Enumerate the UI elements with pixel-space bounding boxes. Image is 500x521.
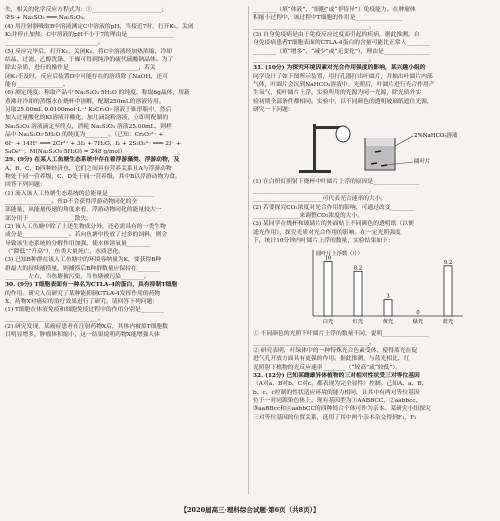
solution-label: 2%NaHCO₃溶液 <box>414 133 458 140</box>
text-line: (3) 某同学在烧杯和玻璃片的外面贴上不同颜色的透明纸（以便 <box>253 221 414 228</box>
text-line: (2) 若要探究CO₂浓度对光合作用的影响，可通过改变________ <box>253 204 414 211</box>
leaf-disc <box>375 151 381 152</box>
category-label: 红光 <box>352 319 364 326</box>
text-line: ③aaBBcc和④aabbCC的四种纯合个体可作为亲本。某研究小组探究 <box>253 406 431 413</box>
text-line: 生氧气，使叶圆片上浮。实验所用的光源为同一光源，除光质外实 <box>253 90 422 97</box>
lamp-stand <box>313 124 316 170</box>
text-line: ________________________________________。 <box>253 57 375 64</box>
text-line: (2) 该人工鱼塘中除了上述生物成分外，还必需具有的一类生物 <box>5 223 166 230</box>
question-31-32 <box>253 330 496 422</box>
lamp-base <box>299 170 331 173</box>
text-line: 结晶、过滤、乙醇洗涤、干燥可得到纯净的硫代硫酸钠晶体。为了 <box>5 57 174 64</box>
text-line: （“降低”“升高”），鱼类大量死亡，水质恶化。 <box>5 248 125 255</box>
leaf-label: 圆叶片 <box>414 159 431 166</box>
right-column <box>253 6 496 422</box>
beaker-solution <box>366 146 394 169</box>
text-line: 进气孔开放方面具有更强的作用。据此推测，与蓝光相比，红 <box>253 356 410 363</box>
experiment-figure <box>253 116 496 176</box>
text-line: 群最大的持续捕捞量，则捕捞后B种群数量应保持在________ <box>5 265 160 272</box>
category-label: 蓝光 <box>442 319 454 326</box>
category-label: 白光 <box>322 319 334 326</box>
text-line: (6) 测定纯度：称取产品中 Na₂S₂O₃·5H₂O 的纯度，称取6g晶体，用新 <box>5 90 190 97</box>
text-line: 部能量，从能量传递的角度来看，浮游动物同化的能量较大一 <box>5 207 162 214</box>
leaf-disc <box>371 163 377 164</box>
text-line: 下，统计10分钟内叶圆片上浮的数量，实验结果如下： <box>253 237 394 244</box>
text-line: ________________________________________。 <box>253 339 375 346</box>
bar <box>324 262 332 317</box>
text-line: 目明显增多，肿瘤体积缩小，这一结果说明药物X能增强人体 <box>5 332 160 339</box>
text-line: 成分是________________。若向鱼塘中投放了过多的饲料，则会 <box>5 232 168 239</box>
text-line: (4) 用注射器吸取B中溶液测定C中溶液的pH，当接近7时，打开K₁，关闭 <box>5 23 194 30</box>
leader-line <box>395 136 413 146</box>
text-line: ________________。鱼D不会获得浮游动物同化的全 <box>5 198 138 205</box>
left-column <box>5 6 245 340</box>
text-line: 位于一对同源染色体上。现有基因型为①AABBCC、②aabbcc、 <box>253 397 422 404</box>
text-line: X，药物X对癌症的治疗效果进行了研究。请回答下列问题： <box>5 299 159 306</box>
text-line: 部分用于________________散失。 <box>5 215 92 222</box>
bar-value-label: 9.2 <box>443 260 453 267</box>
y-axis-label: 圆叶片上浮数（片） <box>316 251 363 258</box>
text-line: ②S + Na₂SO₃ ═══ Na₂S₂O₃。 <box>5 15 89 22</box>
text-line: (1) 流入该人工鱼塘生态系统的总能量是________________ <box>5 190 155 197</box>
text-line: 煮沸并冷却的蒸馏水在烧杯中溶解，配制250mL的溶液待用。 <box>5 98 165 105</box>
text-line: 29. (9分) 在某人工鱼塘生态系统中存在着浮游藻类、浮游动物，及 <box>5 157 180 164</box>
text-line: 气体，叶圆片会沉到NaHCO₃溶液中。光照后，叶圆片进行光合作用产 <box>253 82 435 89</box>
text-line: 31. (10分) 为探究环境因素对光合作用强度的影响，某兴趣小组的 <box>253 65 426 72</box>
text-line: 光照射下植物的光反应速率________（“较高”或“较低”）。 <box>253 364 402 371</box>
text-line: 导致该生态系统的分解作用加强，使水体溶氧量________ <box>5 240 150 247</box>
page-footer: 【2020届高三·理科综合试题·第6页（共8页）】 <box>180 506 320 514</box>
text-line: S₄O₆²⁻；M(Na₂S₂O₃·5H₂O) = 248 g/mol） <box>5 148 126 155</box>
text-line: ________________________________________。 <box>253 23 375 30</box>
text-line: ________（填“体液”、“细胞”或“非特异”）免疫能力。在肿瘤体 <box>253 7 416 13</box>
text-line: 6I⁻ + 14H⁺ ═══ 2Cr³⁺ + 3I₂ + 7H₂O，I₂ + 2S₂O₃²⁻ ═══ 2I⁻ + <box>5 140 182 147</box>
text-line: (1) T细胞在体液免疫和细胞免疫过程中的作用分别是________ <box>5 307 164 314</box>
bar-value-label: 3 <box>386 293 390 300</box>
text-line: (1) 在白炽灯照射下烧杯中叶圆片上浮的原因是________________ <box>253 179 420 186</box>
text-line: A、B、C、D四种经济鱼，它们之间具有营养关系且A与浮游动物 <box>5 165 172 172</box>
text-line: ________________________________。 <box>5 315 104 322</box>
bar <box>444 266 452 316</box>
text-line: K₂并停止加热；C中溶液的pH不小于7的理由是________________ <box>5 32 174 39</box>
text-line: (5) 反应完毕后，打开K₁，关闭K₂，将C中溶液经加热浓缩、冷却 <box>5 48 172 55</box>
text-line: (3) 自身免疫病是由于免疫反应过度而引起的疾病，据此推测，自 <box>253 32 420 39</box>
text-line: 研究一下问题： <box>253 107 294 114</box>
text-line: 验初期全部条件都相同。实验中，以不同颜色的透明玻璃纸遮住光源， <box>253 98 433 105</box>
text-line: 积缩小过程中，该过程中T细胞的作用是________________ <box>253 15 402 22</box>
question-30-continued <box>253 6 496 114</box>
text-line: 物处于同一营养级，C、D处于同一营养级，其中B以浮游动物为食。 <box>5 173 181 180</box>
category-label: 绿光 <box>412 319 424 326</box>
text-line: ① 不同颜色的光照下叶圆片上浮的数量不同，说明________________ <box>253 331 429 338</box>
text-line: 能有________________。 <box>5 82 69 89</box>
leaf-disc <box>381 165 387 166</box>
text-line: ________________来调整CO₂浓度的大小。 <box>253 212 364 219</box>
bar <box>354 271 362 316</box>
text-line: 三对等位基因的位置关系，选用了其中两个亲本杂交得到F₁，F₁ <box>253 414 417 421</box>
text-line: ________________________可代表光合速率的大小。 <box>253 196 387 203</box>
text-line: ________左右，当鱼塘被污染，当鱼塘被污染________。 <box>5 274 150 280</box>
text-line: （A对a、B对b、C对c，都表现为完全显性）控制。已知A、a、B、 <box>253 381 428 388</box>
text-line: 滤光作用），探究光质对光合作用的影响。在一定光照强度 <box>253 229 401 236</box>
text-line: ________（填“增多”、“减少”或“无变化”），理由是________________ <box>253 48 431 55</box>
bar-chart <box>253 246 496 328</box>
text-line: 30. (9分) T细胞表面有一种名为CTLA-4的蛋白，具有抑制T细胞 <box>5 282 178 289</box>
text-line: ② 研究表明，叶绿体中的一种特殊光合色素受体，使得蓝光在促 <box>253 347 418 354</box>
question-31 <box>253 178 496 245</box>
text-line: (2) 研究发现，某癌症患者在注射药物X后，其体内被拟T细胞数 <box>5 324 168 331</box>
text-line: 32. (12分) 已知某雌雄异体植物的三对相对性状受三对等位基因 <box>253 372 420 379</box>
text-line: ________________________________。 <box>5 40 104 47</box>
bar <box>384 300 392 316</box>
text-line: 加入过量酸化的KI溶液并酸化，加几滴淀粉溶液，立即用配制的 <box>5 115 169 122</box>
category-label: 黄光 <box>382 319 394 326</box>
bar-value-label: 8.2 <box>353 265 363 272</box>
column-divider <box>248 6 249 494</box>
text-line: 失，相关的化学反应方程式为：①________________________； <box>5 7 168 13</box>
lamp-bulb-icon <box>336 126 350 142</box>
text-line: (3) 已知B种群在该人工鱼塘中的环境容纳量为K，要获得B种 <box>5 257 162 264</box>
bar-value-label: 10 <box>324 255 332 262</box>
text-line: 同学设计了如下图所示装置，用打孔器打出叶圆片，并抽出叶圆片内部 <box>253 73 433 80</box>
chart-svg <box>253 246 496 328</box>
text-line: 品中 Na₂S₂O₃·5H₂O 的纯度为________。（已知：Cr₂O₇²⁻ + <box>5 132 164 139</box>
text-line: 身免疫病患者T细胞表面的CTLA-4蛋白的含量可能比正常人________ <box>253 40 430 47</box>
text-line: b、c、c控制的性状适应环境的能力相同，且其中有两对等位基因 <box>253 389 420 396</box>
text-line: ________________________________________， <box>253 187 375 194</box>
bar-value-label: 0 <box>416 310 420 317</box>
text-line: 另取25.00mL 0.0100mol·L⁻¹ K₂Cr₂O₇ 溶液于锥形瓶中，然后 <box>5 107 172 114</box>
text-line: 的作用。研究人员研究了某种能抑制CTLA-4发挥作用的药物 <box>5 290 161 297</box>
text-line: 回答下列问题： <box>5 182 46 189</box>
text-line: 闭K₁不及时，反应后装置D中可能存在的溶质除了NaOH，还可 <box>5 73 168 80</box>
text-line: Na₂S₂O₃ 溶液滴定至终点，消耗 Na₂S₂O₃ 溶液25.00mL，则样 <box>5 123 172 130</box>
text-line: 除去杂质，进行的操作是________________________，若关 <box>5 65 156 72</box>
